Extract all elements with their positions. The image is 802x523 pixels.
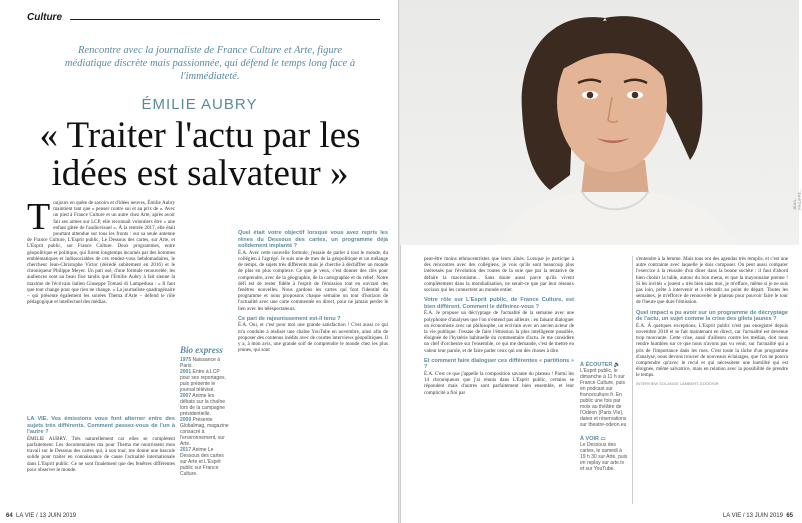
signature: INTERVIEW SOLANGE LAMBERT-GOODSIR — [636, 380, 719, 386]
question-3: Ce pari de rajeunissement est-il tenu ? — [238, 315, 341, 322]
watch-text: Le Dessous des cartes, le samedi à 19 h 30 sur Arte, puis en replay sur arte.tv et sur YouTube. — [580, 442, 628, 472]
portrait-illustration — [400, 0, 799, 245]
bio-item: 2009 Présente Globalmag, magazine consacré à l'environnement, sur Arte. — [180, 417, 229, 447]
left-page — [0, 0, 399, 523]
bio-box — [180, 345, 230, 500]
qa1-block — [27, 412, 175, 507]
photo-credit: JEAN-PHILIPPE... — [792, 188, 802, 210]
intro-text: oujours en quête de savoirs et d'idées neuves, Émilie Aubry maintient tant que « penser contre soi et au prix de ». Avec un pied à France Culture et un autre chez Arte, après avoir fait ses armes sur LCP, elle reconnaît volontiers être « une enfant gâtée de l'audiovisuel ». À la rentrée 2017, elle était pourtant attendue sur tous les fronts : sur sa seule antenne de France Culture, L'Esprit public, Le Dessous des cartes, sur Arte, et L'Esprit public, sur France Culture. Deux programmes, entre géopolitique et politique, qui furent longtemps incarnés par des hommes emblématiques et indissociables de ces rendez-vous hebdomadaires, le chercheur Jean-Christophe Victor (décédé subitement en 2016) et le chroniqueur Philippe Meyer. Un pari osé, d'une formule renouvelée, les audiences sont au beau fixe tandis que l'Émilie Aubry à fait sienne la maxime de l'écrivain italien Giuseppe Tomasi di Lampedusa : « Il faut que tout change pour que rien ne change. » La journaliste quadragénaire – qui présente également les soirées Thema d'Arte – défend le rôle pédagogique et intellectuel des médias. — [27, 200, 175, 306]
bio-item: 2001 Entre à LCP pour ses reportages, puis présente le journal télévisé. — [180, 369, 226, 393]
right-page — [400, 0, 802, 523]
intro-column — [27, 196, 175, 410]
listen-label: À ÉCOUTER 🔈 — [580, 362, 621, 368]
answer-4: É.A. Je propose un décryptage de l'actualité de la semaine avec une polyphonie d'analyses que l'on n'entend pas ailleurs : en faisant dialoguer un économiste avec un philosophe, un écrivain avec un ancien acteur de la vie publique. J'essaie de faire l'émission la plus intelligente possible, éloignée de l'hystérie habituelle du commentaire d'actu. Je me considère un chef d'orchestre sur l'ensemble, ce qui me demande, c'est de mettre en valeur leur parole, et de faire parler ceux qui ont des choses à dire. — [424, 310, 574, 354]
answer-2: É.A. Avec cette nouvelle formule, j'essaie de parler à tout le monde, du collégien à l'agrégé. Je suis une de mes de la géopolitique et un mélange de temps, de sujets très différents mais je cherche à déchiffrer un monde de plus en plus complexe. Ce que je veux, c'est donner des clés pour comprendre, avec de la géographie, de la cartographie et du relief. Notre défi est de rester fidèle à l'esprit de l'émission tout en ouvrant des fenêtres nouvelles. Nous gardons les cartes qui font l'identité du programme et nous proposons chaque semaine un tour d'horizon de l'actualité avec une carte commentée en direct, pour ne jamais perdre le lien avec les téléspectateurs. — [238, 249, 388, 312]
answer-3: É.A. Oui, et c'est pour moi une grande satisfaction ! C'est aussi ce qui m'a conduite à réaliser une chaîne YouTube en novembre, ainsi afin de proposer des contenus inédits avec de courtes interviews géopolitiques. Il y a, à mon avis, une grande soif de comprendre le monde chez les plus jeunes, qui sont — [238, 322, 388, 354]
drop-cap: T — [27, 196, 51, 238]
bio-item: 2017 Anime Le Dessous des cartes sur Arte et L'Esprit public sur France Culture. — [180, 447, 224, 477]
column-4 — [636, 256, 788, 511]
tv-icon: ▭ — [600, 436, 606, 442]
section-label: Culture — [27, 12, 62, 23]
column-divider — [632, 256, 633, 504]
question-1: LA VIE. Vos émissions vous font alterner entre des sujets très différents. Comment passez-vous de l'un à l'autre ? — [27, 416, 175, 436]
article-title: « Traiter l'actu par les idées est salvateur » — [39, 115, 361, 194]
listen-text: L'Esprit public, le dimanche à 11 h sur France Culture, puis en podcast sur franceculture.fr. En public une fois par mois au théâtre de l'Odéon (Paris VIe), dates et réservations sur theatre-odeon.eu — [580, 368, 627, 428]
interviewee-name: ÉMILIE AUBRY — [141, 96, 258, 113]
col3-text: peut-être moins ethnocentristes que leurs aînés. Lorsque je participe à des rencontres avec des collégiens, je vois qu'ils sont beaucoup plus intéressés par l'évolution des routes de la soie que par la tentative de défaire la macronisme... Sans doute aussi parce qu'ils vivent complètement dans la mondialisation, ne serait-ce que par leur réseaux sociaux qui les connectent au monde entier. — [424, 256, 574, 294]
watch-label: À VOIR ▭ — [580, 436, 606, 442]
page-number-right: LA VIE / 13 JUIN 2019 65 — [722, 513, 793, 519]
question-5: Et comment faire dialoguer ces différentes « partitions » ? — [424, 357, 574, 371]
answer-1: ÉMILIE AUBRY. Très naturellement car elles se complètent parfaitement. Les documentaires ma pour Thema me nourrissent mon travail sur le Dessous des cartes qui, à son tour, me donne une bascule solide pour traiter en connaissance de cause l'actualité internationale dans L'Esprit public. Ce ne sont finalement que des fenêtres différentes pour observer le monde. — [27, 435, 175, 473]
bio-title: Bio express — [180, 345, 223, 355]
speaker-icon: 🔈 — [613, 362, 621, 368]
bio-item: 1975 Naissance à Paris. — [180, 357, 221, 369]
listen-box — [580, 362, 628, 472]
answer-5: É.A. C'est ce que j'appelle la composition savante du plateau ! Parmi les 14 chroniqueurs que j'ai réunis dans L'Esprit public, certains se répondent mais d'autres sont parfaitement bien ensemble, et leur complicité a fini par — [424, 371, 574, 396]
page-number-left: 64 LA VIE / 13 JUIN 2019 — [6, 513, 77, 519]
answer-6: É.A. À quelques exceptions, L'Esprit public n'est pas enregistré depuis novembre 2018 et se fait maintenant en direct, car l'actualité est devenue trop mouvante. Cette crise, aussi d'ailleurs contre les médias, doit nous rendre humbles sur ce que nous n'avons pas vu venir, sur l'actualité qui a pris de l'importance dans les rues. C'est toute la tâche d'un programme d'analyse, nous devons trouver de nouveaux éclairages, que l'on ne pourra comprendre qu'avec le recul et qui nécessitent une humilité qui est éloignée, même salvatrice, mais en relation avec la possibilité de prendre le temps. — [636, 322, 788, 379]
section-rule — [70, 19, 380, 20]
question-2: Quel était votre objectif lorsque vous avez repris les rênes du Dessous des cartes, un programme déjà solidement implanté ? — [238, 230, 388, 250]
question-4: Votre rôle sur L'Esprit public, de France Culture, est bien différent. Comment le définirez-vous ? — [424, 297, 574, 310]
bio-item: 2007 Anime les débats sur la chaîne lors de la campagne présidentielle. — [180, 393, 226, 417]
column-2 — [238, 226, 388, 511]
question-6: Quel impact a pu avoir sur un programme de décryptage de l'actu, un sujet comme la crise des gilets jaunes ? — [636, 309, 788, 323]
column-3 — [424, 256, 574, 511]
article-deck: Rencontre avec la journaliste de France Culture et Arte, figure médiatique discrète mais passionnée, qui défend le temps long face à l'immédiateté. — [64, 45, 356, 82]
portrait-photo — [400, 0, 802, 245]
col4-text: s'entendre à la lemme. Mais tous ont des agendas très remplis, et c'est une autre contrainte avec laquelle je dois composer. On peut aussi comparer l'exercice à la réussite d'un dîner dans la bonne société : il faut d'abord bien choisir la table, autour du bon menu, et que la mayonnaise prenne ! Si les invités « jouent » très bien sans moi, je m'efface, même si je ne suis pas loin, prête à intervenir et à rebondir au point de départ. Toutes les semaines, je m'efforce de renouveler le plateau pour pouvoir faire le tour de l'heure que dure l'émission. — [636, 256, 788, 306]
